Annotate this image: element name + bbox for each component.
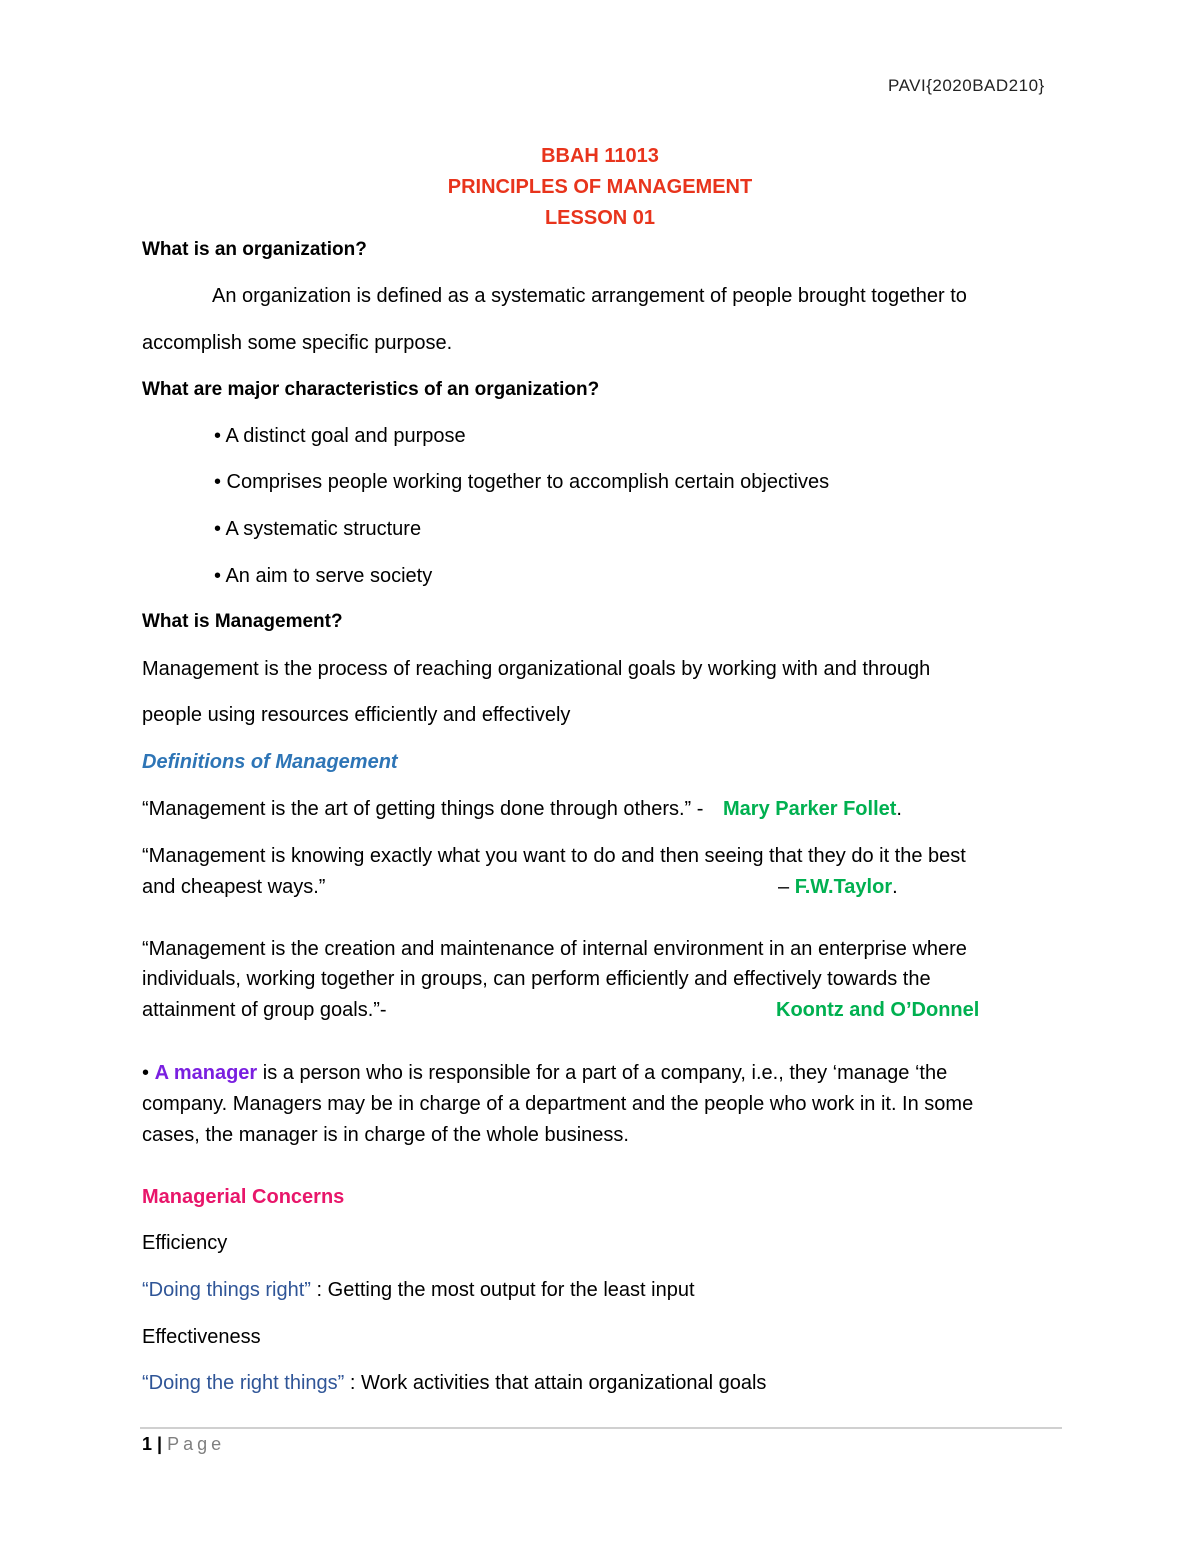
definition-follet-author: Mary Parker Follet — [723, 798, 897, 820]
manager-line1 — [142, 1062, 947, 1085]
definition-taylor-period: . — [892, 876, 898, 898]
definition-follet-quote: “Management is the art of getting things done through others.” - — [142, 798, 704, 820]
manager-term: A manager — [154, 1062, 258, 1084]
definition-taylor-author: F.W.Taylor — [794, 876, 893, 898]
efficiency-label: Efficiency — [142, 1232, 228, 1254]
question-organization: What is an organization? — [142, 239, 367, 260]
definition-koontz-author: Koontz and O’Donnel — [776, 999, 980, 1021]
effectiveness-description: : Work activities that attain organizational goals — [344, 1372, 767, 1394]
organization-answer-line2: accomplish some specific purpose. — [142, 332, 453, 354]
management-answer-line1: Management is the process of reaching organizational goals by working with and through — [142, 658, 931, 680]
efficiency-description: : Getting the most output for the least input — [310, 1279, 695, 1301]
page-number: 1 — [142, 1434, 153, 1454]
header-author-code: PAVI{2020BAD210} — [888, 76, 1045, 95]
definition-koontz-line3: attainment of group goals.”- — [142, 999, 387, 1021]
manager-line2: company. Managers may be in charge of a department and the people who work in it. In some — [142, 1093, 974, 1115]
management-answer-line2: people using resources efficiently and effectively — [142, 704, 571, 726]
efficiency-quote: “Doing things right” — [142, 1279, 311, 1301]
definition-koontz-line1: “Management is the creation and maintenance of internal environment in an enterprise where — [142, 938, 967, 960]
definition-follet — [142, 798, 902, 821]
definition-koontz-line2: individuals, working together in groups, can perform efficiently and effectively towards the — [142, 968, 931, 990]
efficiency-definition — [142, 1279, 695, 1302]
manager-line1-rest: is a person who is responsible for a part of a company, i.e., they ‘manage ‘the — [257, 1062, 948, 1084]
definition-taylor-dash: – — [778, 876, 795, 898]
footer-divider — [140, 1427, 1062, 1429]
definitions-heading: Definitions of Management — [142, 751, 398, 773]
question-characteristics: What are major characteristics of an organization? — [142, 379, 600, 400]
definition-follet-period: . — [896, 798, 902, 820]
definition-taylor-attribution — [778, 876, 898, 899]
page-footer — [142, 1434, 225, 1455]
lesson-title: LESSON 01 — [544, 207, 656, 229]
characteristic-item: • Comprises people working together to accomplish certain objectives — [214, 471, 830, 493]
page-word: Page — [167, 1434, 226, 1454]
organization-answer-line1: An organization is defined as a systematic arrangement of people brought together to — [212, 285, 967, 307]
characteristic-item: • An aim to serve society — [214, 565, 433, 587]
manager-bullet: • — [142, 1062, 155, 1084]
definition-taylor-line1: “Management is knowing exactly what you want to do and then seeing that they do it the best — [142, 845, 966, 867]
effectiveness-definition — [142, 1372, 766, 1395]
course-code-title: BBAH 11013 — [541, 145, 659, 167]
managerial-concerns-heading: Managerial Concerns — [142, 1186, 345, 1208]
question-management: What is Management? — [142, 611, 343, 632]
manager-line3: cases, the manager is in charge of the whole business. — [142, 1124, 629, 1146]
course-name-title: PRINCIPLES OF MANAGEMENT — [447, 176, 753, 198]
page-separator: | — [152, 1434, 168, 1454]
effectiveness-label: Effectiveness — [142, 1326, 261, 1348]
characteristic-item: • A distinct goal and purpose — [214, 425, 466, 447]
effectiveness-quote: “Doing the right things” — [142, 1372, 345, 1394]
definition-taylor-line2: and cheapest ways.” — [142, 876, 326, 898]
characteristic-item: • A systematic structure — [214, 518, 422, 540]
